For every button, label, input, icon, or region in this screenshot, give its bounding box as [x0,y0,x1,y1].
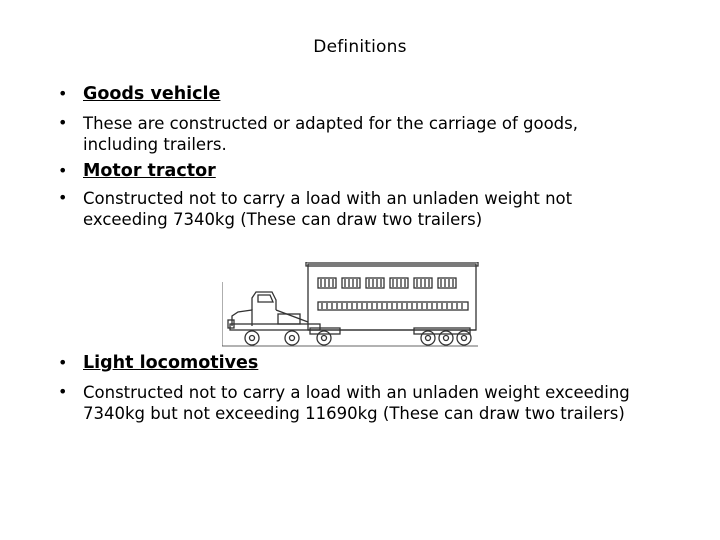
tractor-window [258,295,273,302]
bullet-motor-tractor [58,161,658,182]
heading-motor-tractor: Motor tractor [83,161,216,181]
articulated-lorry-icon [222,262,480,354]
bullet-goods-vehicle [58,84,658,105]
tractor-chassis [230,324,320,330]
slide-title: Definitions [313,37,407,57]
bullet-light-locomotives [58,353,658,374]
bullet-marker: • [58,84,68,103]
bullet-marker: • [58,353,68,372]
bullet-motor-tractor-definition [58,188,658,230]
light-locomotives-definition: Constructed not to carry a load with an unladen weight exceeding 7340kg but not exceeding 11690kg (These can draw two trailers) [83,383,630,423]
bullet-marker: • [58,382,68,401]
bullet-light-locomotives-definition [58,382,658,424]
bullet-marker: • [58,113,68,132]
bullet-marker: • [58,188,68,207]
bullet-marker: • [58,161,68,180]
heading-light-locomotives: Light locomotives [83,353,259,373]
bullet-goods-vehicle-definition [58,113,658,155]
goods-vehicle-definition: These are constructed or adapted for the carriage of goods, including trailers. [83,114,578,154]
trailer-body [308,264,476,330]
motor-tractor-definition: Constructed not to carry a load with an unladen weight not exceeding 7340kg (These can draw two trailers) [83,189,573,229]
trailer-vents-top [318,278,456,288]
heading-goods-vehicle: Goods vehicle [83,84,221,104]
wheels [245,331,471,345]
trailer-vents-strip [318,302,468,310]
